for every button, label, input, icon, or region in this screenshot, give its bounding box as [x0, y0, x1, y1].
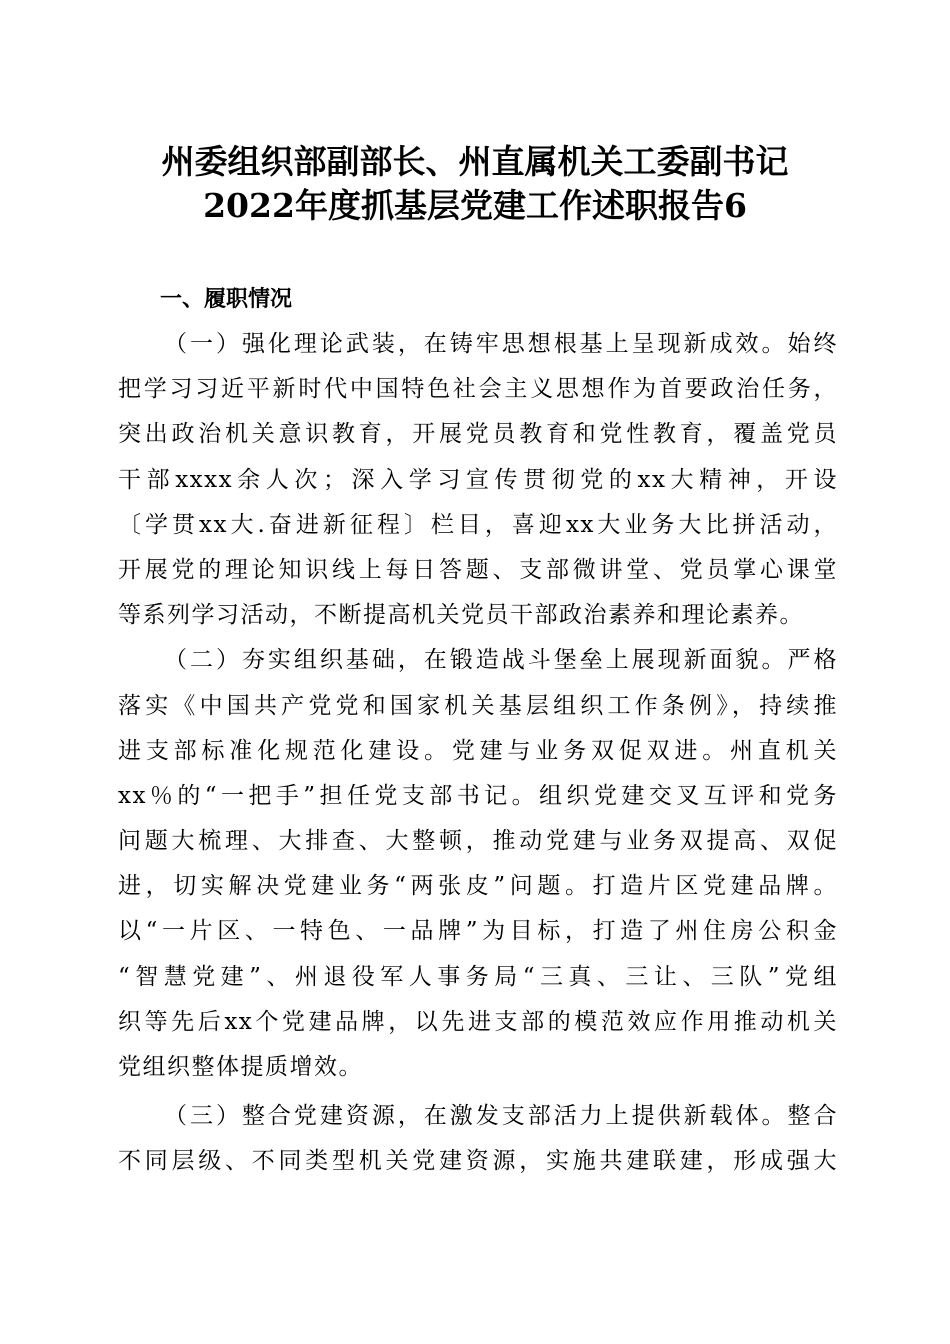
paragraph-line: 不同层级、不同类型机关党建资源，实施共建联建，形成强大	[118, 1148, 838, 1175]
paragraph-line: 织等先后xx个党建品牌，以先进支部的模范效应作用推动机关	[118, 1008, 838, 1035]
paragraph-line: xx％的“一把手”担任党支部书记。组织党建交叉互评和党务	[118, 782, 838, 809]
paragraph-line: 以“一片区、一特色、一品牌”为目标，打造了州住房公积金	[118, 918, 838, 945]
paragraph-line: （一）强化理论武装，在铸牢思想根基上呈现新成效。始终	[164, 331, 838, 357]
paragraph-line: （三）整合党建资源，在激发支部活力上提供新载体。整合	[164, 1103, 838, 1130]
paragraph-line: 干部xxxx余人次；深入学习宣传贯彻党的xx大精神，开设	[118, 466, 838, 493]
paragraph-line: 党组织整体提质增效。	[118, 1054, 363, 1080]
document-title-line-1: 州委组织部副部长、州直属机关工委副书记	[161, 142, 789, 181]
paragraph-2	[118, 638, 838, 1090]
paragraph-line: 落实《中国共产党党和国家机关基层组织工作条例》，持续推	[118, 692, 838, 719]
paragraph-line: 等系列学习活动，不断提高机关党员干部政治素养和理论素养。	[118, 602, 804, 629]
paragraph-line: （二）夯实组织基础，在锻造战斗堡垒上展现新面貌。严格	[164, 647, 838, 674]
document-title-line-2: 2022年度抓基层党建工作述职报告6	[203, 186, 747, 225]
section-heading: 一、履职情况	[160, 287, 293, 312]
paragraph-line: “智慧党建”、州退役军人事务局“三真、三让、三队”党组	[118, 963, 838, 990]
paragraph-line: 把学习习近平新时代中国特色社会主义思想作为首要政治任务，	[118, 376, 838, 403]
paragraph-line: 问题大梳理、大排查、大整顿，推动党建与业务双提高、双促	[118, 828, 838, 855]
paragraph-line: 进支部标准化规范化建设。党建与业务双促双进。州直机关	[118, 737, 838, 764]
paragraph-3	[118, 1094, 838, 1184]
paragraph-line: 〔学贯xx大.奋进新征程〕栏目，喜迎xx大业务大比拼活动，	[118, 511, 838, 538]
paragraph-line: 进，切实解决党建业务“两张皮”问题。打造片区党建品牌。	[118, 873, 838, 900]
paragraph-line: 开展党的理论知识线上每日答题、支部微讲堂、党员掌心课堂	[118, 556, 838, 583]
paragraph-1	[118, 322, 838, 638]
document-body	[118, 322, 838, 1185]
paragraph-line: 突出政治机关意识教育，开展党员教育和党性教育，覆盖党员	[118, 421, 838, 448]
